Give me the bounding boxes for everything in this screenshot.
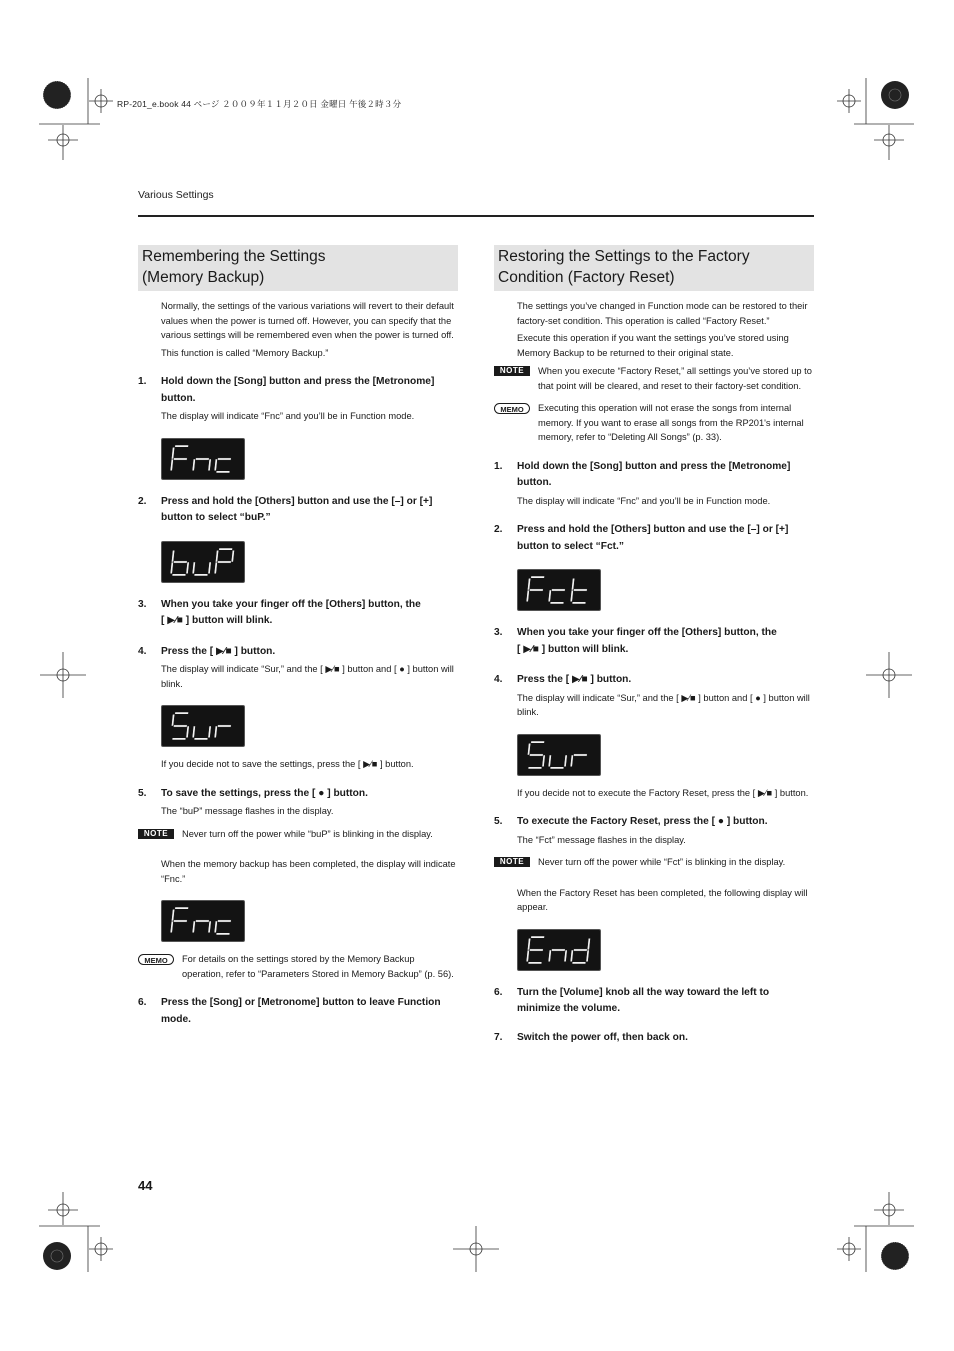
note-block: NOTE When you execute “Factory Reset,” all settings you’ve stored up to that point will be cleared, and reset to their factory-set condition. bbox=[494, 364, 814, 393]
lcd-display-text bbox=[170, 443, 238, 475]
intro-paragraph: Execute this operation if you want the settings you’ve stored using Memory Backup to be returned to their original state. bbox=[517, 333, 789, 358]
note-badge: NOTE bbox=[138, 829, 174, 839]
lcd-display bbox=[161, 705, 245, 747]
factory-reset-heading: Restoring the Settings to the Factory Condition (Factory Reset) bbox=[494, 245, 814, 291]
step-5: 5. To save the settings, press the [ ● ] button. bbox=[138, 787, 368, 799]
lcd-display-text bbox=[526, 934, 594, 966]
section-title: Various Settings bbox=[138, 189, 214, 201]
step-3: 3. When you take your finger off the [Others] button, the [ ▶⁄■ ] button will blink. bbox=[138, 597, 458, 630]
lcd-display bbox=[161, 900, 245, 942]
lcd-display bbox=[161, 541, 245, 583]
play-stop-icon: ▶⁄■ bbox=[571, 674, 588, 685]
step-4: 4. Press the [ ▶⁄■ ] button. bbox=[138, 644, 458, 661]
step-3: 3. When you take your finger off the [Others] button, the [ ▶⁄■ ] button will blink. bbox=[494, 625, 814, 658]
step-1: 1. Hold down the [Song] button and press the [Metronome] button. bbox=[138, 376, 435, 404]
completion-text: When the memory backup has been completed, the display will indicate “Fnc.” bbox=[161, 859, 456, 884]
factory-reset-section bbox=[494, 245, 814, 1046]
step-6: 6. Press the [Song] or [Metronome] button to leave Function mode. bbox=[138, 997, 441, 1025]
memo-block: MEMO Executing this operation will not erase the songs from internal memory. If you want to erase all songs from the RP201's internal memory, refer to “Deleting All Songs” (p. 33). bbox=[494, 401, 814, 445]
header-rule bbox=[138, 215, 814, 217]
step-7: 7. Switch the power off, then back on. bbox=[494, 1031, 688, 1043]
memory-backup-section bbox=[138, 245, 458, 1028]
record-icon: ● bbox=[399, 664, 405, 674]
step-2: 2. Press and hold the [Others] button and use the [–] or [+] button to select “buP.” bbox=[138, 495, 433, 523]
memo-block: MEMO For details on the settings stored by the Memory Backup operation, refer to “Parameters Stored in Memory Backup” (p. 56). bbox=[138, 952, 458, 981]
lcd-display bbox=[517, 569, 601, 611]
lcd-display-text bbox=[526, 739, 594, 771]
record-icon: ● bbox=[717, 816, 724, 827]
step-2: 2. Press and hold the [Others] button and use the [–] or [+] button to select “Fct.” bbox=[494, 524, 789, 552]
intro-paragraph: The settings you’ve changed in Function mode can be restored to their factory-set condition. This operation is called “Factory Reset.” bbox=[517, 301, 808, 326]
play-stop-icon: ▶⁄■ bbox=[215, 645, 232, 657]
lcd-display-text bbox=[170, 546, 238, 578]
play-stop-icon: ▶⁄■ bbox=[325, 664, 340, 674]
step-4-detail: The display will indicate “Sur,” and the [ ▶⁄■ ] button and [ ● ] button will blink. bbox=[161, 664, 454, 689]
memo-badge: MEMO bbox=[138, 954, 174, 965]
play-stop-icon: ▶⁄■ bbox=[681, 692, 696, 703]
step-4: 4. Press the [ ▶⁄■ ] button. bbox=[494, 672, 814, 689]
play-stop-icon: ▶⁄■ bbox=[363, 759, 378, 769]
lcd-display-text bbox=[170, 905, 238, 937]
page-number: 44 bbox=[138, 1178, 153, 1193]
lcd-display-text bbox=[170, 710, 238, 742]
step-6: 6. Turn the [Volume] knob all the way toward the left to minimize the volume. bbox=[494, 986, 770, 1014]
note-badge: NOTE bbox=[494, 857, 530, 867]
step-5-detail: The “buP” message flashes in the display. bbox=[161, 806, 334, 816]
record-icon: ● bbox=[318, 787, 325, 799]
play-stop-icon: ▶⁄■ bbox=[757, 787, 773, 798]
lcd-display-text bbox=[526, 574, 594, 606]
lcd-display bbox=[517, 929, 601, 971]
step-4-detail: The display will indicate “Sur,” and the [ ▶⁄■ ] button and [ ● ] button will blink. bbox=[517, 692, 810, 717]
cancel-instruction: If you decide not to execute the Factory Reset, press the [ ▶⁄■ ] button. bbox=[517, 786, 814, 801]
step-5-detail: The “Fct” message flashes in the display. bbox=[517, 834, 686, 845]
note-block: NOTE Never turn off the power while “buP” is blinking in the display. bbox=[138, 827, 458, 842]
intro-paragraph: This function is called “Memory Backup.” bbox=[161, 347, 329, 358]
memory-backup-heading: Remembering the Settings (Memory Backup) bbox=[138, 245, 458, 291]
step-1-detail: The display will indicate “Fnc” and you’ll be in Function mode. bbox=[161, 411, 415, 421]
note-block: NOTE Never turn off the power while “Fct” is blinking in the display. bbox=[494, 855, 814, 870]
note-badge: NOTE bbox=[494, 366, 530, 376]
play-stop-icon: ▶⁄■ bbox=[167, 615, 183, 626]
memo-badge: MEMO bbox=[494, 403, 530, 414]
step-1-detail: The display will indicate “Fnc” and you’ll be in Function mode. bbox=[517, 495, 771, 506]
file-info-header: RP-201_e.book 44 ページ ２００９年１１月２０日 金曜日 午後２時３分 bbox=[117, 99, 402, 109]
completion-text: When the Factory Reset has been completed, the following display will appear. bbox=[517, 887, 808, 912]
record-icon: ● bbox=[755, 692, 761, 703]
lcd-display bbox=[161, 438, 245, 480]
lcd-display bbox=[517, 734, 601, 776]
intro-paragraph: Normally, the settings of the various variations will revert to their default values when the power is turned off. However, you can specify that the various settings will be remembered even when the power is turned off. bbox=[161, 301, 454, 340]
cancel-instruction: If you decide not to save the settings, press the [ ▶⁄■ ] button. bbox=[161, 757, 458, 772]
play-stop-icon: ▶⁄■ bbox=[523, 643, 539, 655]
step-1: 1. Hold down the [Song] button and press the [Metronome] button. bbox=[494, 460, 791, 488]
step-5: 5. To execute the Factory Reset, press the [ ● ] button. bbox=[494, 816, 768, 827]
